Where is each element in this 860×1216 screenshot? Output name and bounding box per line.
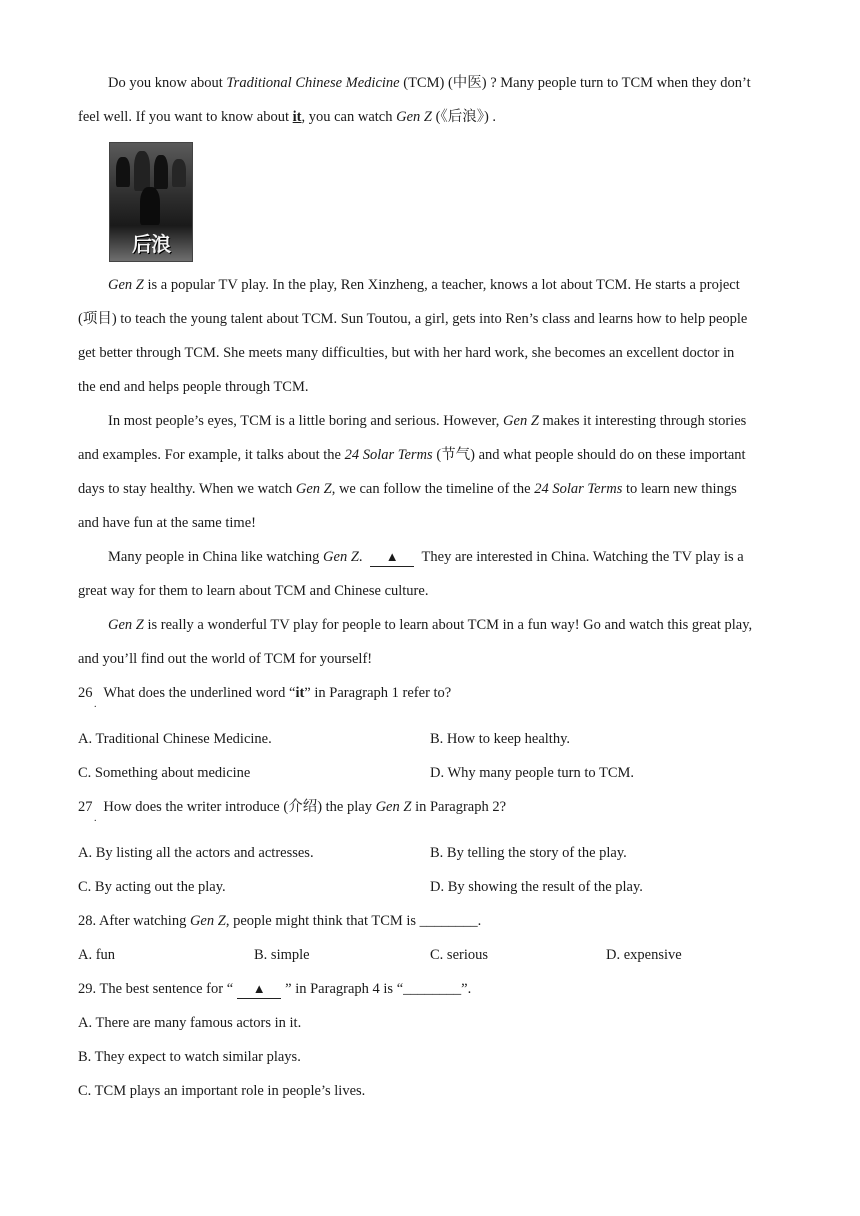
paragraph-3-line-3: days to stay healthy. When we watch Gen Z, we can follow the timeline of the 24 Solar Terms to learn new things xyxy=(78,481,737,497)
paragraph-4-line-1: Many people in China like watching Gen Z. ▲ They are interested in China. Watching the TV play is a xyxy=(108,549,744,565)
paragraph-2-line-2: (项目) to teach the young talent about TCM. Sun Toutou, a girl, gets into Ren’s class and learns how to help people xyxy=(78,311,748,327)
document-page xyxy=(78,66,793,1108)
question-26: 26 . What does the underlined word “it” in Paragraph 1 refer to? xyxy=(78,685,452,710)
option-a[interactable]: A. Traditional Chinese Medicine. xyxy=(78,731,272,747)
option-c[interactable]: C. By acting out the play. xyxy=(78,879,226,895)
question-27: 27 . How does the writer introduce (介绍) the play Gen Z in Paragraph 2? xyxy=(78,799,507,824)
question-number: 26 xyxy=(78,685,93,701)
paragraph-3-line-1: In most people’s eyes, TCM is a little boring and serious. However, Gen Z makes it interesting through stories xyxy=(108,413,747,429)
question-29-option-b[interactable]: B. They expect to watch similar plays. xyxy=(78,1049,301,1065)
option-b[interactable]: B. By telling the story of the play. xyxy=(430,845,627,861)
option-d[interactable]: D. By showing the result of the play. xyxy=(430,879,643,895)
poster-title: 后浪 xyxy=(132,232,170,256)
answer-blank-triangle: ▲ xyxy=(370,548,414,567)
question-27-options-row-2 xyxy=(78,870,793,904)
question-number: 27 xyxy=(78,799,93,815)
paragraph-5-line-2: and you’ll find out the world of TCM for yourself! xyxy=(78,651,373,667)
option-b[interactable]: B. How to keep healthy. xyxy=(430,731,571,747)
paragraph-2-line-1: Gen Z is a popular TV play. In the play, Ren Xinzheng, a teacher, knows a lot about TCM. He starts a project xyxy=(108,277,740,293)
underlined-word-it: it xyxy=(292,109,302,125)
paragraph-2-line-3: get better through TCM. She meets many difficulties, but with her hard work, she becomes an excellent doctor in xyxy=(78,345,735,361)
paragraph-3-line-2: and examples. For example, it talks about the 24 Solar Terms (节气) and what people should do on these important xyxy=(78,447,746,463)
paragraph-5-line-1: Gen Z is really a wonderful TV play for people to learn about TCM in a fun way! Go and watch this great play, xyxy=(108,617,753,633)
question-29: 29. The best sentence for “ ▲ ” in Paragraph 4 is “________”. xyxy=(78,981,472,997)
question-27-options-row-1 xyxy=(78,836,793,870)
option-c[interactable]: C. Something about medicine xyxy=(78,765,251,781)
paragraph-1-line-1: Do you know about Traditional Chinese Medicine (TCM) (中医) ? Many people turn to TCM when they don’t xyxy=(108,75,751,91)
question-28-options xyxy=(78,938,793,972)
question-26-options-row-1 xyxy=(78,722,793,756)
question-28: 28. After watching Gen Z, people might think that TCM is ________. xyxy=(78,913,482,929)
paragraph-1-line-2: feel well. If you want to know about it, you can watch Gen Z (《后浪》) . xyxy=(78,109,497,125)
answer-blank-triangle: ▲ xyxy=(237,980,281,999)
paragraph-4-line-2: great way for them to learn about TCM and Chinese culture. xyxy=(78,583,429,599)
paragraph-2-line-4: the end and helps people through TCM. xyxy=(78,379,309,395)
option-c[interactable]: C. serious xyxy=(430,947,488,963)
question-29-option-c[interactable]: C. TCM plays an important role in people’s lives. xyxy=(78,1083,366,1099)
option-d[interactable]: D. expensive xyxy=(606,947,682,963)
question-29-option-a[interactable]: A. There are many famous actors in it. xyxy=(78,1015,302,1031)
gen-z-poster-image xyxy=(109,142,193,262)
option-d[interactable]: D. Why many people turn to TCM. xyxy=(430,765,635,781)
paragraph-3-line-4: and have fun at the same time! xyxy=(78,515,256,531)
option-a[interactable]: A. By listing all the actors and actresses. xyxy=(78,845,314,861)
option-b[interactable]: B. simple xyxy=(254,947,310,963)
option-a[interactable]: A. fun xyxy=(78,947,116,963)
question-26-options-row-2 xyxy=(78,756,793,790)
